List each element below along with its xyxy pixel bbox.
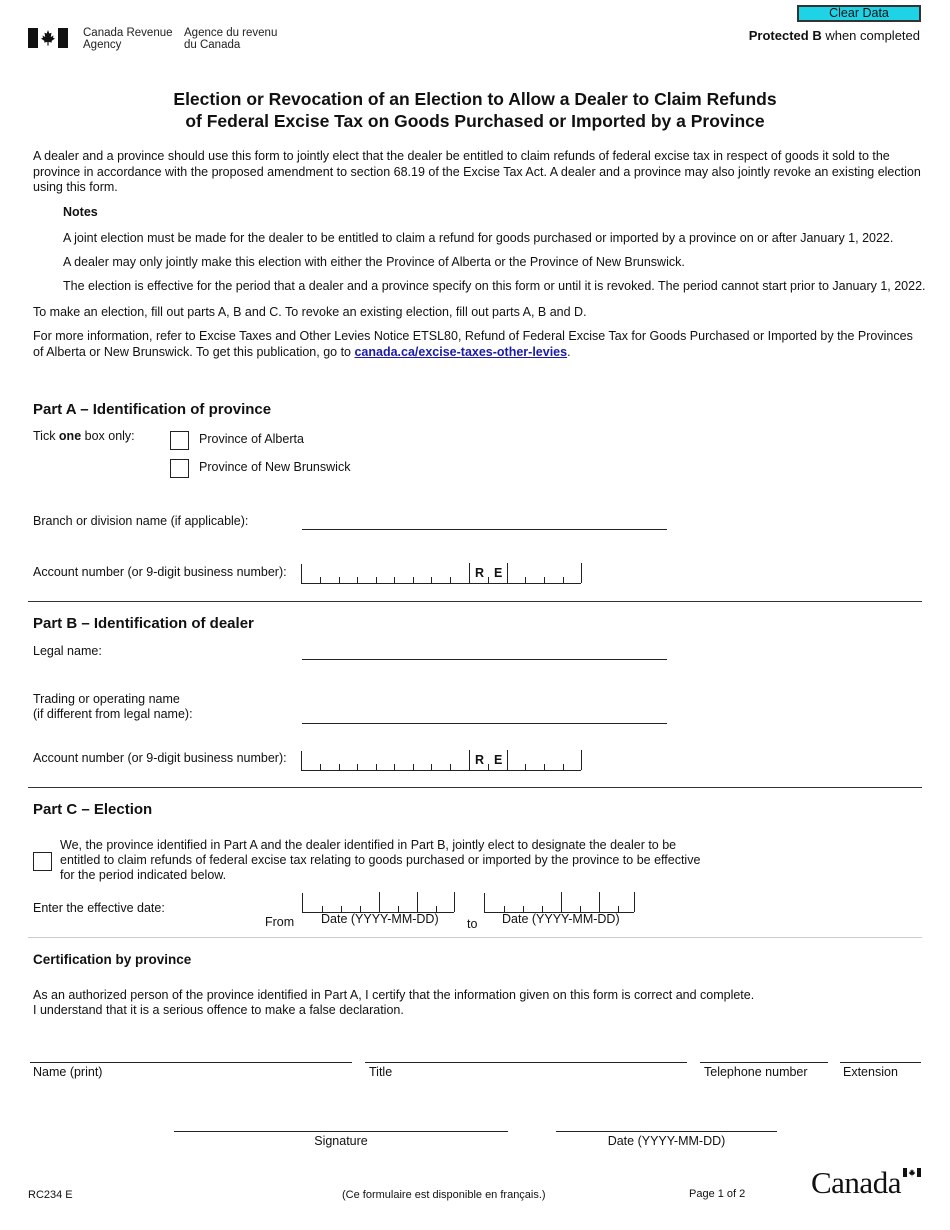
excise-taxes-link[interactable]: canada.ca/excise-taxes-other-levies	[354, 344, 568, 359]
canada-flag-icon	[28, 28, 68, 48]
digit-divider	[581, 563, 582, 583]
digit-divider	[561, 892, 562, 912]
from-date-field[interactable]	[302, 893, 454, 913]
signature-field[interactable]	[174, 1131, 508, 1132]
trading-name-label	[33, 692, 193, 722]
digit-divider	[454, 892, 455, 912]
digit-divider	[431, 577, 432, 583]
digit-divider	[525, 577, 526, 583]
digit-divider	[320, 764, 321, 770]
more-info-text: For more information, refer to Excise Taxes and Other Levies Notice ETSL80, Refund of Federal Excise Tax for Goods Purchased or Imported by the Provinces of Alberta or New Brunswick. To get this publication, go to	[33, 329, 913, 359]
page-title	[0, 88, 950, 132]
re-letter-e: E	[494, 753, 503, 767]
section-divider	[28, 601, 922, 602]
dealer-account-number-field[interactable]	[301, 751, 581, 771]
alberta-checkbox[interactable]	[170, 431, 189, 450]
digit-divider	[544, 764, 545, 770]
digit-divider	[563, 764, 564, 770]
to-label: to	[467, 917, 478, 931]
election-statement-line1: We, the province identified in Part A and the dealer identified in Part B, jointly elect to designate the dealer to be	[60, 838, 677, 852]
wordmark-flag-icon	[903, 1168, 921, 1177]
effective-date-label: Enter the effective date:	[33, 901, 165, 915]
agency-en-line1: Canada Revenue	[83, 27, 173, 39]
legal-name-label: Legal name:	[33, 644, 102, 658]
telephone-label: Telephone number	[704, 1065, 808, 1079]
protected-bold: Protected B	[748, 28, 822, 43]
digit-divider	[394, 577, 395, 583]
digit-divider	[417, 892, 418, 912]
section-divider	[28, 787, 922, 788]
certification-statement	[33, 988, 754, 1018]
signature-date-label: Date (YYYY-MM-DD)	[607, 1134, 726, 1148]
to-date-hint: Date (YYYY-MM-DD)	[502, 912, 620, 926]
branch-label: Branch or division name (if applicable):	[33, 514, 249, 528]
tick-prefix: Tick	[33, 429, 59, 443]
digit-divider	[357, 577, 358, 583]
part-c-heading: Part C – Election	[33, 801, 153, 818]
digit-divider	[563, 577, 564, 583]
election-checkbox[interactable]	[33, 852, 52, 871]
note-item: The election is effective for the period that a dealer and a province specify on this form or until it is revoked. The period cannot start prior to January 1, 2022.	[63, 279, 926, 293]
name-print-label: Name (print)	[33, 1065, 103, 1079]
part-a-heading: Part A – Identification of province	[33, 401, 272, 418]
digit-divider	[339, 764, 340, 770]
agency-name-en	[83, 27, 173, 51]
digit-divider	[339, 577, 340, 583]
digit-divider	[431, 764, 432, 770]
note-item: A dealer may only jointly make this election with either the Province of Alberta or the Province of New Brunswick.	[63, 255, 685, 269]
election-statement-line3: for the period indicated below.	[60, 868, 227, 882]
more-info-after: .	[567, 344, 571, 359]
canada-wordmark: Canada	[811, 1165, 901, 1200]
re-letter-r: R	[475, 753, 485, 767]
from-label: From	[265, 915, 295, 929]
digit-divider	[394, 764, 395, 770]
digit-divider	[488, 764, 489, 770]
from-date-hint: Date (YYYY-MM-DD)	[321, 912, 439, 926]
agency-en-line2: Agency	[83, 39, 122, 51]
digit-divider	[544, 577, 545, 583]
to-date-field[interactable]	[484, 893, 634, 913]
alberta-label: Province of Alberta	[199, 432, 304, 446]
certification-heading: Certification by province	[33, 952, 192, 967]
digit-divider	[525, 764, 526, 770]
election-statement	[60, 838, 700, 883]
agency-fr-line2: du Canada	[184, 39, 241, 51]
form-id: RC234 E	[28, 1189, 73, 1201]
page-number: Page 1 of 2	[689, 1188, 746, 1200]
agency-fr-line1: Agence du revenu	[184, 27, 278, 39]
intro-paragraph: A dealer and a province should use this form to jointly elect that the dealer be entitled to claim refunds of federal excise tax in respect of goods it sold to the province in accordance with the proposed amendment to section 68.19 of the Excise Tax Act. A dealer and a province may also jointly revoke an existing election using this form.	[33, 149, 921, 194]
digit-divider	[469, 563, 470, 583]
extension-label: Extension	[843, 1065, 898, 1079]
digit-divider	[634, 892, 635, 912]
re-letter-e: E	[494, 566, 503, 580]
new-brunswick-checkbox[interactable]	[170, 459, 189, 478]
protected-b-label	[749, 28, 920, 43]
extension-field[interactable]	[840, 1062, 921, 1063]
protected-rest: when completed	[821, 28, 920, 43]
province-account-label: Account number (or 9-digit business number):	[33, 565, 287, 579]
french-availability-note: (Ce formulaire est disponible en français.)	[342, 1189, 546, 1201]
name-print-field[interactable]	[30, 1062, 352, 1063]
certification-line2: I understand that it is a serious offence to make a false declaration.	[33, 1003, 404, 1017]
notes-heading: Notes	[63, 205, 98, 219]
digit-divider	[469, 750, 470, 770]
telephone-field[interactable]	[700, 1062, 828, 1063]
digit-divider	[507, 750, 508, 770]
more-info-paragraph	[33, 329, 923, 360]
title-line1: Election or Revocation of an Election to Allow a Dealer to Claim Refunds	[173, 89, 777, 109]
tick-one-label	[33, 429, 135, 444]
signature-date-field[interactable]	[556, 1131, 777, 1132]
clear-data-button[interactable]: Clear Data	[797, 5, 921, 22]
dealer-account-label: Account number (or 9-digit business number):	[33, 751, 287, 765]
digit-divider	[507, 563, 508, 583]
province-account-number-field[interactable]	[301, 564, 581, 584]
election-statement-line2: entitled to claim refunds of federal excise tax relating to goods purchased or imported by the province to be effective	[60, 853, 701, 867]
digit-divider	[599, 892, 600, 912]
title-field[interactable]	[365, 1062, 687, 1063]
digit-divider	[320, 577, 321, 583]
digit-divider	[488, 577, 489, 583]
trading-label-line2: (if different from legal name):	[33, 707, 193, 721]
certification-line1: As an authorized person of the province identified in Part A, I certify that the information given on this form is correct and complete.	[33, 988, 755, 1002]
trading-name-field[interactable]	[302, 706, 667, 724]
section-divider	[28, 937, 922, 938]
legal-name-field[interactable]	[302, 642, 667, 660]
branch-name-field[interactable]	[302, 512, 667, 530]
title-line2: of Federal Excise Tax on Goods Purchased or Imported by a Province	[185, 111, 765, 131]
new-brunswick-label: Province of New Brunswick	[199, 460, 351, 474]
digit-divider	[413, 577, 414, 583]
digit-divider	[357, 764, 358, 770]
tick-suffix: box only:	[81, 429, 135, 443]
part-b-heading: Part B – Identification of dealer	[33, 615, 254, 632]
re-letter-r: R	[475, 566, 485, 580]
note-item: A joint election must be made for the dealer to be entitled to claim a refund for goods purchased or imported by a province on or after January 1, 2022.	[63, 231, 894, 245]
digit-divider	[376, 764, 377, 770]
digit-divider	[413, 764, 414, 770]
digit-divider	[450, 764, 451, 770]
digit-divider	[376, 577, 377, 583]
instructions-paragraph: To make an election, fill out parts A, B and C. To revoke an existing election, fill out parts A, B and D.	[33, 305, 587, 319]
signature-label: Signature	[314, 1134, 368, 1148]
digit-divider	[581, 750, 582, 770]
digit-divider	[379, 892, 380, 912]
digit-divider	[450, 577, 451, 583]
title-label: Title	[369, 1065, 393, 1079]
trading-label-line1: Trading or operating name	[33, 692, 180, 706]
tick-bold: one	[58, 429, 82, 443]
agency-name-fr	[184, 27, 277, 51]
